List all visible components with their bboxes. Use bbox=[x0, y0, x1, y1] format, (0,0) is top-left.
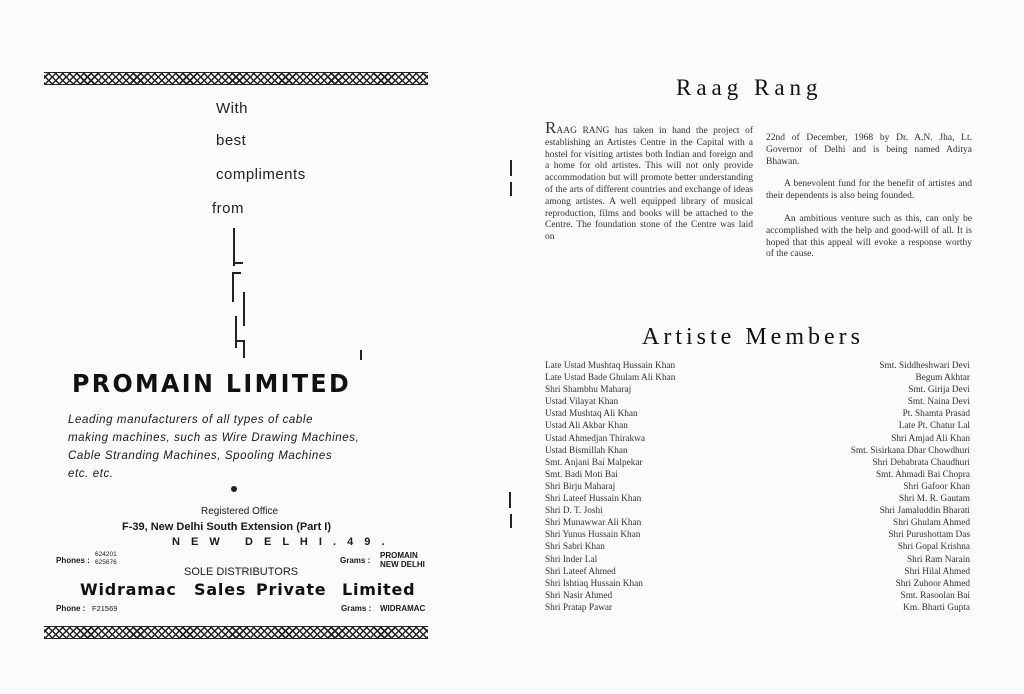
member-name: Shri Shambhu Maharaj bbox=[545, 385, 632, 396]
page-title: Raag Rang bbox=[676, 75, 823, 100]
description-line-2: making machines, such as Wire Drawing Machines, bbox=[68, 432, 360, 444]
member-name: Shri Birju Maharaj bbox=[545, 481, 616, 492]
article-column-1 bbox=[545, 118, 753, 244]
article-column-2 bbox=[766, 133, 972, 261]
member-name: Shri Hilal Ahmed bbox=[904, 566, 970, 577]
member-name: Shri Jamaluddin Bharati bbox=[879, 506, 970, 517]
margin-mark bbox=[510, 182, 512, 196]
company-name: PROMAIN LIMITED bbox=[72, 369, 352, 398]
member-name: Shri Gafoor Khan bbox=[903, 481, 970, 492]
member-name: Shri Ishtiaq Hussain Khan bbox=[545, 578, 643, 589]
member-name: Shri Purushottam Das bbox=[888, 530, 970, 541]
distributor-word-4: Limited bbox=[342, 580, 416, 599]
member-name: Late Ustad Mushtaq Hussain Khan bbox=[545, 361, 676, 371]
member-name: Ustad Ali Akbar Khan bbox=[545, 421, 628, 432]
member-name: Shri Sabri Khan bbox=[545, 542, 605, 553]
distributor-word-1: Widramac bbox=[80, 580, 177, 599]
phone-number: 624201 bbox=[95, 551, 117, 558]
margin-mark bbox=[509, 492, 511, 508]
phones-label: Phones : bbox=[56, 556, 90, 565]
member-name: Shri D. T. Joshi bbox=[545, 506, 603, 517]
distributor-phone-label: Phone : bbox=[56, 604, 86, 613]
member-name: Ustad Bismillah Khan bbox=[545, 445, 628, 456]
greeting-line-3: compliments bbox=[216, 166, 306, 183]
distributor-grams-label: Grams : bbox=[341, 604, 372, 613]
left-page bbox=[0, 0, 500, 694]
member-name: Smt. Anjani Bai Malpekar bbox=[545, 457, 643, 468]
member-name: Shri Amjad Ali Khan bbox=[891, 433, 970, 444]
greeting-line-1: With bbox=[216, 100, 248, 117]
member-name: Shri Nasir Ahmed bbox=[545, 590, 613, 601]
member-name: Shri Inder Lal bbox=[545, 554, 598, 565]
member-name: Shri Lateef Ahmed bbox=[545, 566, 616, 577]
sole-distributors-label: SOLE DISTRIBUTORS bbox=[184, 566, 299, 578]
member-name: Smt. Badi Moti Bai bbox=[545, 469, 618, 480]
article-col1-text: AAG RANG has taken in hand the project of establishing an Artistes Centre in the Capital with a hostel for visiting artistes both Indian and foreign and a home for old artistes. This will not only provide accommodation but will promote better understanding of the arts of different countries and exchange of ideas among artistes. A well equipped library of musical reproduction, films and books will be attached to the Centre. The foundation stone of the Centre was laid on bbox=[545, 126, 753, 243]
article-paragraph: A benevolent fund for the benefit of artistes and their dependents is also being founded. bbox=[766, 179, 972, 202]
description-line-1: Leading manufacturers of all types of cable bbox=[68, 414, 314, 426]
member-name: Shri Gopal Krishna bbox=[897, 542, 970, 553]
greeting-line-4: from bbox=[212, 200, 244, 217]
member-name: Shri Yunus Hussain Khan bbox=[545, 530, 641, 541]
member-name: Smt. Ahmadi Bai Chopra bbox=[876, 469, 970, 480]
member-name: Smt. Naina Devi bbox=[907, 397, 970, 408]
grams-label: Grams : bbox=[340, 556, 371, 565]
member-name: Shri Lateef Hussain Khan bbox=[545, 494, 642, 505]
member-name: Smt. Siddheshwari Devi bbox=[879, 361, 970, 371]
margin-mark bbox=[510, 160, 512, 176]
distributor-phone: F21569 bbox=[92, 604, 118, 613]
members-list-left bbox=[545, 360, 675, 614]
decorative-border-bottom bbox=[44, 626, 428, 639]
distributor-word-3: Private bbox=[256, 580, 327, 599]
phones-list bbox=[95, 551, 117, 567]
member-name: Km. Bharti Gupta bbox=[903, 602, 970, 613]
member-name: Shri Debabrata Chaudhuri bbox=[872, 457, 970, 468]
grams-value bbox=[380, 551, 425, 569]
member-name: Ustad Mushtaq Ali Khan bbox=[545, 409, 638, 420]
registered-office-label: Registered Office bbox=[201, 506, 279, 517]
member-name: Late Pt. Chatur Lal bbox=[898, 421, 970, 432]
address-line-2: N E W D E L H I . 4 9 . bbox=[172, 536, 389, 548]
greeting-line-2: best bbox=[216, 132, 247, 149]
member-name: Late Ustad Bade Ghulam Ali Khan bbox=[545, 373, 676, 384]
margin-mark bbox=[510, 514, 512, 528]
article-paragraph: An ambitious venture such as this, can only be accomplished with the help and good-will of all. It is hoped that this appeal will evoke a response worthy of the cause. bbox=[766, 213, 972, 260]
article-dropcap: R bbox=[545, 118, 557, 137]
decorative-border-top bbox=[44, 72, 428, 85]
members-list-right bbox=[851, 360, 970, 614]
description-line-4: etc. etc. bbox=[68, 468, 114, 480]
member-name: Smt. Rasoolan Bai bbox=[900, 590, 970, 601]
member-name: Shri Pratap Pawar bbox=[545, 602, 613, 613]
member-name: Shri Ram Narain bbox=[907, 554, 970, 565]
grams-line: NEW DELHI bbox=[380, 560, 425, 569]
article-paragraph: 22nd of December, 1968 by Dr. A.N. Jha, Lt. Governor of Delhi and is being named Aditya Bhawan. bbox=[766, 133, 972, 167]
member-name: Pt. Shamta Prasad bbox=[902, 409, 970, 420]
grams-line: PROMAIN bbox=[380, 551, 418, 560]
distributor-word-2: Sales bbox=[194, 580, 247, 599]
member-name: Shri Ghulam Ahmed bbox=[893, 518, 970, 529]
description-line-3: Cable Stranding Machines, Spooling Machines bbox=[68, 450, 333, 462]
member-name: Begum Akhtar bbox=[915, 373, 970, 384]
right-page bbox=[500, 0, 1024, 694]
member-name: Shri M. R. Gautam bbox=[898, 494, 970, 505]
address-line-1: F-39, New Delhi South Extension (Part I) bbox=[122, 521, 332, 533]
member-name: Ustad Ahmedjan Thirakwa bbox=[545, 433, 646, 444]
members-title: Artiste Members bbox=[642, 324, 864, 350]
bullet-dot bbox=[231, 486, 237, 492]
member-name: Shri Zuhoor Ahmed bbox=[895, 578, 970, 589]
member-name: Smt. Sisirkana Dhar Chowdhuri bbox=[850, 445, 970, 456]
member-name: Ustad Vilayat Khan bbox=[545, 397, 619, 408]
distributor-grams: WIDRAMAC bbox=[380, 604, 426, 613]
member-name: Shri Munawwar Ali Khan bbox=[545, 518, 642, 529]
phone-number: 625676 bbox=[95, 559, 117, 566]
member-name: Smt. Girija Devi bbox=[908, 385, 970, 396]
